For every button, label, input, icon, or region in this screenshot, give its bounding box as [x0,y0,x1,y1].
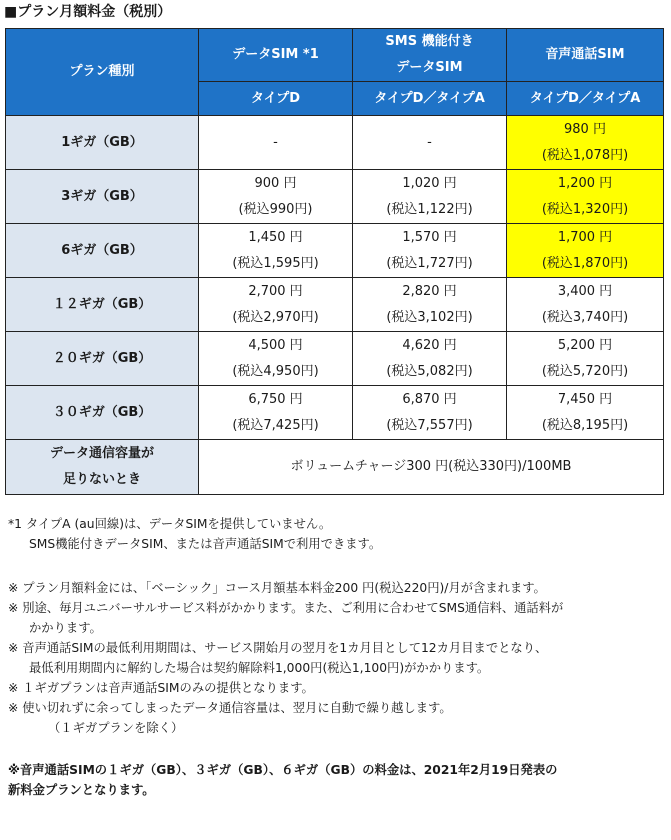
header-sms-line2: データSIM [396,60,463,75]
price-cell [199,386,353,440]
price-value: 4,620 円 [402,337,457,353]
plan-name: 3ギガ（GB） [6,170,199,224]
price-value: 4,500 円 [248,337,303,353]
price-value: 1,020 円 [402,175,457,191]
plan-name: 1ギガ（GB） [6,116,199,170]
plan-name: １２ギガ（GB） [6,278,199,332]
header-plan-type: プラン種別 [6,29,199,116]
price-cell [353,332,507,386]
pricing-table [5,28,664,495]
plan-name: 6ギガ（GB） [6,224,199,278]
price-tax-included: (税込1,320円) [541,201,629,217]
price-cell [199,170,353,224]
price-tax-included: (税込2,970円) [232,309,319,325]
price-cell-highlight [507,116,664,170]
price-value: 900 円 [254,175,297,191]
note-spacer [8,738,664,760]
plan-name: ３０ギガ（GB） [6,386,199,440]
header-sms-line1: SMS 機能付き [385,34,474,49]
note-spacer [8,554,664,574]
price-cell [507,278,664,332]
price-tax-included: (税込5,082円) [386,363,473,379]
price-cell [507,386,664,440]
price-cell [199,332,353,386]
header-sms-data-sim [353,29,507,82]
price-value: - [427,134,432,150]
price-value: 6,870 円 [402,391,457,407]
price-tax-included: (税込1,122円) [386,201,473,217]
price-value: 5,200 円 [557,337,613,353]
price-cell [353,278,507,332]
plan-name: ２０ギガ（GB） [6,332,199,386]
price-tax-included: (税込7,557円) [386,417,473,433]
price-tax-included: (税込1,870円) [541,255,629,271]
price-tax-included: (税込7,425円) [232,417,319,433]
price-tax-included: (税込1,595円) [232,255,319,271]
price-value: 1,570 円 [402,229,457,245]
note-1-line2: SMS機能付きデータSIM、または音声通話SIMで利用できます。 [29,537,382,551]
header-row [6,29,664,82]
price-tax-included: (税込990円) [238,201,313,217]
note-6-line1: ※ 使い切れずに余ってしまったデータ通信容量は、翌月に自動で繰り越します。 [8,701,452,715]
price-value: 7,450 円 [557,391,613,407]
price-tax-included: (税込3,740円) [541,309,629,325]
price-value: 1,700 円 [557,229,613,245]
notes-section [8,514,664,800]
price-cell [353,116,507,170]
table-row [6,116,664,170]
price-value: 1,200 円 [557,175,613,191]
shortage-row [6,440,664,495]
header-voice-sim: 音声通話SIM [507,29,664,82]
price-tax-included: (税込5,720円) [541,363,629,379]
note-2: ※ プラン月額料金には、「ベーシック」コース月額基本料金200 円(税込220円)/月が含まれます。 [8,581,546,595]
shortage-label [6,440,199,495]
table-row [6,170,664,224]
price-cell [353,170,507,224]
note-6-line2: （１ギガプランを除く） [48,721,184,735]
table-row [6,278,664,332]
table-row [6,224,664,278]
note-3-line2: かかります。 [29,621,102,635]
price-cell [353,224,507,278]
price-value: 980 円 [564,121,606,137]
price-value: 2,820 円 [402,283,457,299]
note-4-line2: 最低利用期間内に解約した場合は契約解除料1,000円(税込1,100円)がかかります。 [29,661,490,675]
note-7-line1: ※音声通話SIMの１ギガ（GB）、３ギガ（GB）、６ギガ（GB）の料金は、2021年2月19日発表の [8,763,558,777]
price-value: 6,750 円 [248,391,303,407]
price-value: 1,450 円 [248,229,303,245]
volume-charge-value: ボリュームチャージ300 円(税込330円)/100MB [199,440,664,495]
price-tax-included: (税込4,950円) [232,363,319,379]
price-cell [199,116,353,170]
note-1-line1: *1 タイプA (au回線)は、データSIMを提供していません。 [8,517,332,531]
price-tax-included: (税込3,102円) [386,309,473,325]
price-cell-highlight [507,170,664,224]
price-tax-included: (税込1,078円) [541,147,629,163]
type-voice-sim: タイプD／タイプA [507,82,664,116]
price-cell [199,224,353,278]
note-7-line2: 新料金プランとなります。 [8,783,155,797]
type-data-sim: タイプD [199,82,353,116]
price-cell-highlight [507,224,664,278]
price-cell [507,332,664,386]
section-title: ■プラン月額料金（税別） [4,4,172,20]
price-value: 2,700 円 [248,283,303,299]
table-row [6,332,664,386]
price-tax-included: (税込1,727円) [386,255,473,271]
shortage-label-line2: 足りないとき [62,472,141,487]
note-3-line1: ※ 別途、毎月ユニバーサルサービス料がかかります。また、ご利用に合わせてSMS通信料、通話料が [8,601,564,615]
price-value: - [273,134,278,150]
price-value: 3,400 円 [557,283,613,299]
note-4-line1: ※ 音声通話SIMの最低利用期間は、サービス開始月の翌月を1カ月目として12カ月目までとなり、 [8,641,548,655]
type-sms-data-sim: タイプD／タイプA [353,82,507,116]
header-data-sim: データSIM *1 [199,29,353,82]
price-cell [199,278,353,332]
note-5: ※ １ギガプランは音声通話SIMのみの提供となります。 [8,681,314,695]
price-tax-included: (税込8,195円) [541,417,629,433]
table-row [6,386,664,440]
price-cell [353,386,507,440]
shortage-label-line1: データ通信容量が [49,446,154,461]
